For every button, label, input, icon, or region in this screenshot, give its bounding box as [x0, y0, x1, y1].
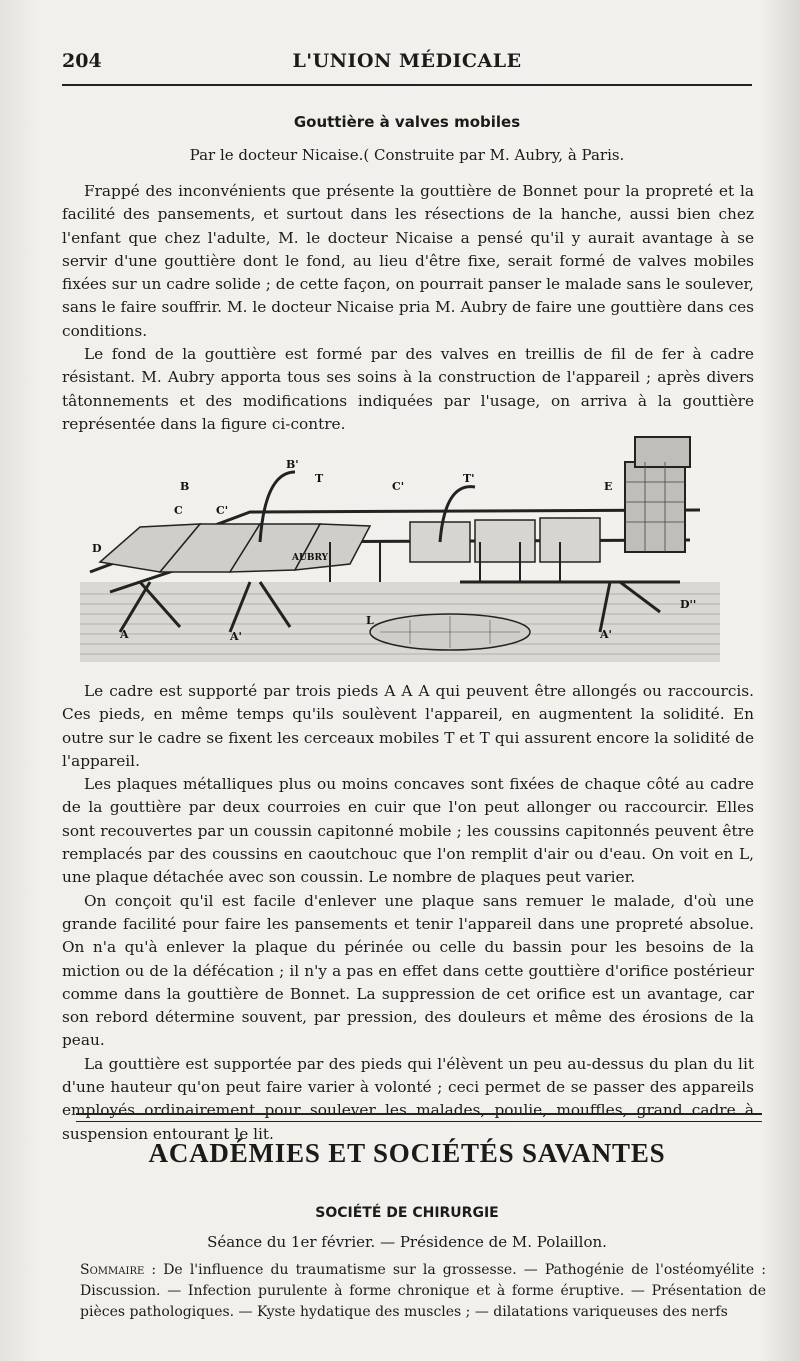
page-header: [62, 46, 752, 86]
summary-label: Sommaire :: [80, 1262, 157, 1278]
article-body-top: [62, 180, 754, 436]
article-byline: Par le docteur Nicaise.( Construite par M. Aubry, à Paris.: [189, 146, 625, 164]
society-heading: SOCIÉTÉ DE CHIRURGIE: [315, 1205, 499, 1221]
figure-label: T': [463, 472, 475, 485]
running-title: L'UNION MÉDICALE: [292, 50, 522, 72]
paragraph: Frappé des inconvénients que présente la gouttière de Bonnet pour la propreté et la facilité des pansements, et surtout dans les résections de la hanche, aussi bien chez l'enfant que chez l'adulte, M. le docteur Nicaise a pensé qu'il y aurait avantage à se servir d'une gouttière dont le fond, au lieu d'être fixe, serait formé de valves mobiles fixées sur un cadre solide ; de cette façon, on pourrait panser le malade sans le soulever, sans le faire souffrir. M. le docteur Nicaise pria M. Aubry de faire une gouttière dans ces conditions.: [62, 182, 754, 340]
figure-label: D'': [680, 598, 697, 611]
header-rule: [62, 84, 752, 86]
figure-label: AUBRY: [292, 553, 329, 563]
figure-label: L: [366, 614, 374, 627]
paragraph: On conçoit qu'il est facile d'enlever une plaque sans remuer le malade, d'où une grande facilité pour faire les pansements et tenir l'appareil dans une propreté absolue. On n'a qu'à enlever la plaque du périnée ou celle du bassin pour les besoins de la miction ou de la défécation ; il n'y a pas en effet dans cette gouttière d'orifice postérieur comme dans la gouttière de Bonnet. La suppression de cet orifice est un avantage, car son rebord détermine souvent, par pression, des douleurs et même des érosions de la peau.: [62, 891, 754, 1050]
section-heading: ACADÉMIES ET SOCIÉTÉS SAVANTES: [148, 1138, 666, 1168]
summary-text: De l'influence du traumatisme sur la grossesse. — Pathogénie de l'ostéomyélite : Discussion. — Infection purulente à forme chronique et à forme éruptive. — Présentation de pièces pathologiques. — Kyste hydatique des muscles ; — dilatations variqueuses des nerfs: [80, 1262, 766, 1320]
figure-label: E: [604, 480, 613, 493]
figure-label: B: [180, 480, 190, 493]
figure-label: C: [174, 504, 183, 517]
session-summary: [80, 1260, 766, 1323]
paragraph: La gouttière est supportée par des pieds qui l'élèvent un peu au-dessus du plan du lit d'une hauteur qu'on peut faire varier à volonté ; ceci permet de se passer des appareils employés ordinairement pour soulever les malades, poulie, mouffles, grand cadre à suspension entourant le lit.: [62, 1054, 754, 1143]
section-divider: [76, 1113, 762, 1122]
paragraph: Les plaques métalliques plus ou moins concaves sont fixées de chaque côté au cadre de la gouttière par deux courroies en cuir que l'on peut allonger ou raccourcir. Elles sont recouvertes par un coussin capitonné mobile ; les coussins capitonnés peuvent être remplacés par des coussins en caoutchouc que l'on remplit d'air ou d'eau. On voit en L, une plaque détachée avec son coussin. Le nombre de plaques peut varier.: [62, 775, 754, 887]
page-number: 204: [62, 50, 102, 72]
figure-label: A: [120, 628, 129, 641]
gouttiere-figure: [80, 432, 760, 664]
gouttiere-illustration: [80, 432, 760, 664]
figure-label: A': [230, 630, 242, 643]
figure-label: T: [315, 472, 324, 485]
figure-label: C': [216, 504, 229, 517]
figure-label: A': [600, 628, 612, 641]
paragraph: Le fond de la gouttière est formé par des valves en treillis de fil de fer à cadre résistant. M. Aubry apporta tous ses soins à la construction de l'appareil ; après divers tâtonnements et des modifications indiquées par l'usage, on arriva à la gouttière représentée dans la figure ci-contre.: [62, 345, 754, 433]
paragraph: Le cadre est supporté par trois pieds A A A qui peuvent être allongés ou raccourcis. Ces pieds, en même temps qu'ils soulèvent l'appareil, en augmentent la solidité. En outre sur le cadre se fixent les cerceaux mobiles T et T qui assurent encore la solidité de l'appareil.: [62, 682, 754, 770]
figure-label: D: [92, 542, 102, 555]
figure-label: C': [392, 480, 405, 493]
article-title: Gouttière à valves mobiles: [293, 113, 521, 131]
figure-label: B': [286, 458, 299, 471]
seance-line: Séance du 1er février. — Présidence de M. Polaillon.: [207, 1233, 607, 1251]
article-body-bottom: [62, 680, 754, 1146]
